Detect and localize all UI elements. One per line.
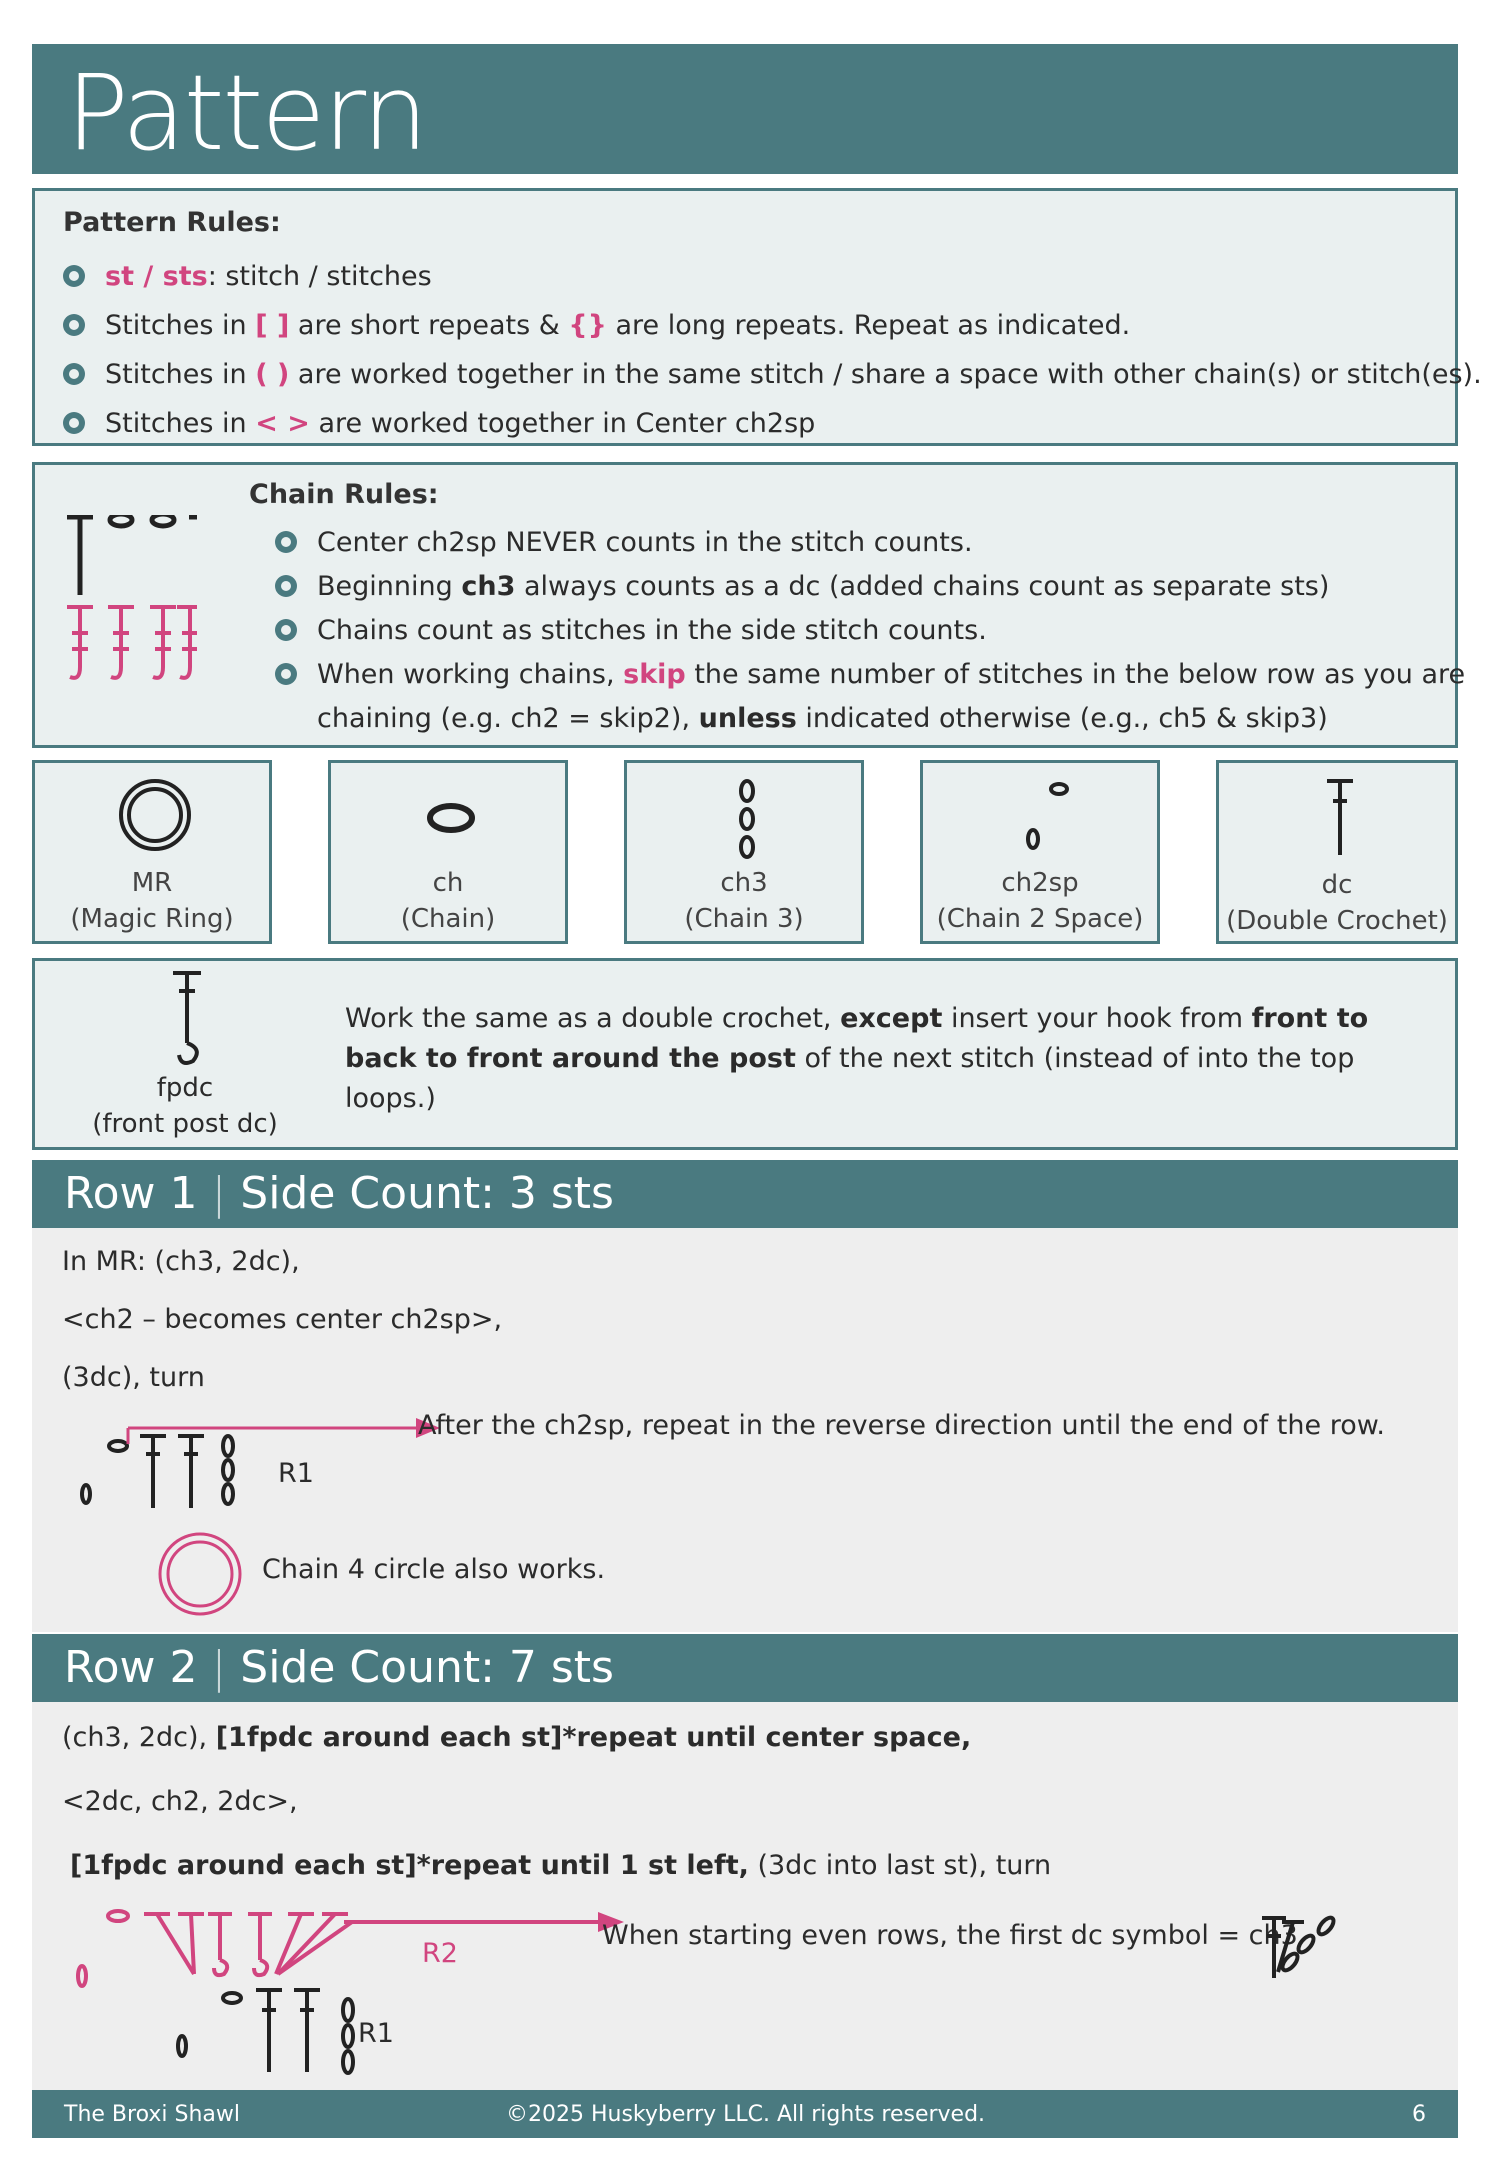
chain-rules-heading: Chain Rules:: [249, 479, 439, 510]
row-2-line: <2dc, ch2, 2dc>,: [62, 1786, 298, 1817]
front-post-dc-icon: [167, 969, 207, 1065]
fpdc-abbr: fpdc: [156, 1073, 214, 1103]
symbol-box-mr: MR (Magic Ring): [32, 760, 272, 944]
page-footer: [32, 2090, 1458, 2138]
fpdc-name: (front post dc): [92, 1109, 278, 1139]
paw-bullet-icon: [275, 663, 297, 685]
chain-rules-panel: [32, 462, 1466, 748]
chain-rule-item: Beginning ch3 always counts as a dc (added chains count as separate sts): [275, 571, 1329, 602]
row-2-body: [32, 1702, 1458, 2090]
row-2-label-r1: R1: [358, 2018, 394, 2049]
row-1-line: <ch2 – becomes center ch2sp>,: [62, 1304, 503, 1335]
fpdc-panel: [32, 958, 1458, 1150]
row-1-line: (3dc), turn: [62, 1362, 205, 1393]
chain-rule-item: Chains count as stitches in the side stitch counts.: [275, 615, 987, 646]
fpdc-description-line: loops.): [345, 1083, 436, 1114]
paw-bullet-icon: [63, 412, 85, 434]
row-2-note: When starting even rows, the first dc symbol = ch3: [602, 1920, 1298, 1951]
row-1-label: R1: [278, 1458, 314, 1489]
page-title: Pattern: [66, 52, 427, 174]
row-1-line: In MR: (ch3, 2dc),: [62, 1246, 300, 1277]
symbol-box-ch3: ch3 (Chain 3): [624, 760, 864, 944]
magic-ring-icon: [117, 777, 193, 853]
row-2-line: (ch3, 2dc), [1fpdc around each st]*repeat until center space,: [62, 1722, 972, 1753]
fpdc-description-line: back to front around the post of the next stitch (instead of into the top: [345, 1043, 1355, 1074]
chain-rule-continuation: chaining (e.g. ch2 = skip2), unless indicated otherwise (e.g., ch5 & skip3): [317, 703, 1328, 734]
row-2-line: [1fpdc around each st]*repeat until 1 st left, (3dc into last st), turn: [70, 1850, 1052, 1881]
chain-rule-diagram-icon: [57, 515, 197, 695]
pattern-rules-heading: Pattern Rules:: [63, 207, 281, 238]
pattern-rules-panel: [32, 188, 1482, 446]
rule-item: st / sts: stitch / stitches: [63, 261, 432, 292]
chain-icon: [425, 801, 477, 835]
paw-bullet-icon: [63, 363, 85, 385]
rule-item: Stitches in ( ) are worked together in the same stitch / share a space with other chain(s) or stitch(es).: [63, 359, 1482, 390]
paw-bullet-icon: [63, 314, 85, 336]
row-1-arrow-note: After the ch2sp, repeat in the reverse direction until the end of the row.: [418, 1410, 1385, 1441]
page-title-bar: [32, 44, 1458, 174]
row-2-diagram-icon: [52, 1902, 632, 2086]
ch3-equivalent-icon: [1258, 1912, 1354, 1982]
rule-item: Stitches in [ ] are short repeats & {} are long repeats. Repeat as indicated.: [63, 310, 1130, 341]
footer-copyright: ©2025 Huskyberry LLC. All rights reserved.: [506, 2102, 986, 2127]
chain-rule-item: Center ch2sp NEVER counts in the stitch counts.: [275, 527, 973, 558]
symbol-box-ch2sp: ch2sp (Chain 2 Space): [920, 760, 1160, 944]
symbol-box-dc: dc (Double Crochet): [1216, 760, 1458, 944]
paw-bullet-icon: [275, 619, 297, 641]
row-1-header: Row 1 | Side Count: 3 sts: [32, 1160, 1458, 1228]
rule-item: Stitches in < > are worked together in Center ch2sp: [63, 408, 815, 439]
symbol-box-ch: ch (Chain): [328, 760, 568, 944]
chain-3-icon: [733, 777, 761, 863]
paw-bullet-icon: [275, 575, 297, 597]
row-2-label-r2: R2: [422, 1938, 458, 1969]
row-1-body: [32, 1228, 1458, 1632]
row-1-circle-note: Chain 4 circle also works.: [262, 1554, 606, 1585]
chain-rule-item: When working chains, skip the same number of stitches in the below row as you are: [275, 659, 1465, 690]
row-2-header: Row 2 | Side Count: 7 sts: [32, 1634, 1458, 1702]
paw-bullet-icon: [63, 265, 85, 287]
row-1-diagram-icon: [72, 1408, 472, 1618]
paw-bullet-icon: [275, 531, 297, 553]
footer-pattern-name: The Broxi Shawl: [64, 2102, 240, 2127]
double-crochet-icon: [1323, 777, 1357, 857]
footer-page-number: 6: [1412, 2102, 1426, 2127]
fpdc-description-line: Work the same as a double crochet, except insert your hook from front to: [345, 1003, 1369, 1034]
chain-2-space-icon: [1019, 777, 1079, 863]
